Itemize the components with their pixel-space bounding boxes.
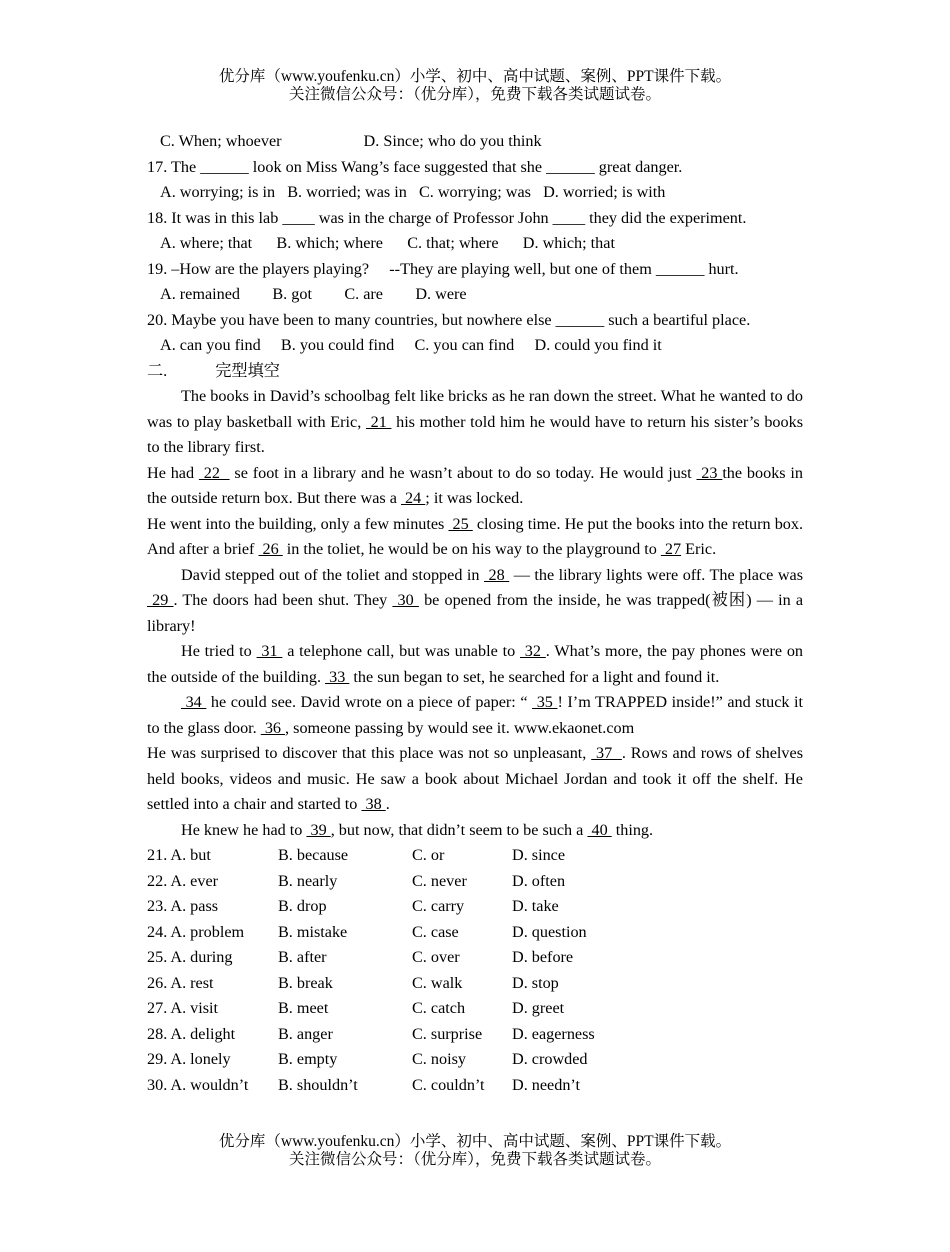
blank-25: 25 [448,514,473,533]
blank-35: 35 [532,693,558,711]
exam-content [147,129,803,1098]
header-line-2: 关注微信公众号：（优分库），免费下载各类试题试卷。 [288,86,661,103]
question-20-options: A. can you find B. you could find C. you can find D. could you find it [160,336,662,354]
answer-row-21: 21. A. but B. because C. or D. since [147,846,566,864]
answer-row-22: 22. A. ever B. nearly C. never D. often [147,871,566,890]
page-header [0,68,950,104]
section-heading [147,359,803,385]
question-19-options: A. remained B. got C. are D. were [160,285,467,303]
blank-26: 26 [258,540,283,558]
blank-40: 40 [587,820,612,839]
passage-paragraph-3: He went into the building, only a few minutes 25 closing time. He put the books into the return box. And after a brief 26 in the toliet, he would be on his way to the playground to 27 Eric. [147,514,804,558]
blank-36: 36 [260,718,286,737]
footer-line-2: 关注微信公众号：（优分库），免费下载各类试题试卷。 [288,1151,661,1168]
blank-30: 30 [392,591,419,609]
question-20-stem: 20. Maybe you have been to many countries, but nowhere else ______ such a beartiful place. [147,310,751,329]
passage-paragraph-6: 34 he could see. David wrote on a piece of paper: “ 35 ! I’m TRAPPED inside!” and stuck it to the glass door. 36 , someone passing by would see it. www.ekaonet.com [147,693,804,737]
blank-34: 34 [181,693,207,711]
question-18-stem: 18. It was in this lab ____ was in the charge of Professor John ____ they did the experiment. [147,208,747,227]
section-title: 完型填空 [215,361,280,380]
passage-paragraph-1: The books in David’s schoolbag felt like bricks as he ran down the street. What he wanted to do was to play basketball with Eric, 21 his mother told him he would have to return his sister’s books to the library first. [147,387,804,456]
blank-24: 24 [401,489,426,507]
blank-27: 27 [660,540,682,558]
passage-paragraph-4: David stepped out of the toliet and stopped in 28 — the library lights were off. The place was 29 . The doors had been shut. They 30 be opened from the inside, he was trapped(被困) — in a library! [147,565,804,635]
answer-row-28: 28. A. delight B. anger C. surprise D. eagerness [147,1024,595,1043]
passage-paragraph-2: He had 22 se foot in a library and he wasn’t about to do so today. He would just 23 the books in the outside return box. But there was a 24 ; it was locked. [147,463,804,507]
blank-23: 23 [696,463,723,482]
passage-paragraph-7: He was surprised to discover that this place was not so unpleasant, 37 . Rows and rows of shelves held books, videos and music. He saw a book about Michael Jordan and took it off the shelf. He settled into a chair and started to 38 . [147,744,804,813]
option-d: D. Since; who do you think [363,132,542,150]
footer-line-1: 优分库（www.youfenku.cn）小学、初中、高中试题、案例、PPT课件下载。 [218,1133,732,1150]
answer-row-25: 25. A. during B. after C. over D. before [147,948,574,966]
answer-row-27: 27. A. visit B. meet C. catch D. greet [147,999,565,1017]
header-line-1: 优分库（www.youfenku.cn）小学、初中、高中试题、案例、PPT课件下载。 [218,68,732,85]
question-17-stem: 17. The ______ look on Miss Wang’s face suggested that she ______ great danger. [147,157,683,176]
option-c: C. When; whoever [160,132,282,150]
answer-options-list [147,843,803,1098]
passage-paragraph-5: He tried to 31 a telephone call, but was unable to 32 . What’s more, the pay phones were on the outside of the building. 33 the sun began to set, he searched for a light and found it. [147,642,804,686]
passage-paragraph-8: He knew he had to 39 , but now, that didn’t seem to be such a 40 thing. [181,820,654,839]
page-footer [0,1133,950,1169]
answer-row-23: 23. A. pass B. drop C. carry D. take [147,897,559,915]
blank-33: 33 [325,667,350,686]
blank-39: 39 [306,820,331,839]
blank-38: 38 [361,795,386,813]
answer-row-30: 30. A. wouldn’t B. shouldn’t C. couldn’t D. needn’t [147,1075,581,1094]
blank-31: 31 [256,642,283,660]
question-16-options [147,129,803,155]
answer-row-26: 26. A. rest B. break C. walk D. stop [147,973,559,992]
question-18-options: A. where; that B. which; where C. that; where D. which; that [160,234,615,252]
blank-22: 22 [198,463,230,482]
section-number: 二. [147,361,168,380]
answer-row-24: 24. A. problem B. mistake C. case D. question [147,922,587,941]
question-17-options: A. worrying; is in B. worried; was in C. worrying; was D. worried; is with [160,183,666,201]
blank-21: 21 [365,412,392,431]
answer-row-29: 29. A. lonely B. empty C. noisy D. crowded [147,1050,588,1068]
blank-32: 32 [519,642,546,660]
blank-28: 28 [484,565,510,584]
blank-29: 29 [147,591,174,609]
question-19-stem: 19. –How are the players playing? --They are playing well, but one of them ______ hurt. [147,259,739,278]
blank-37: 37 [591,744,622,762]
